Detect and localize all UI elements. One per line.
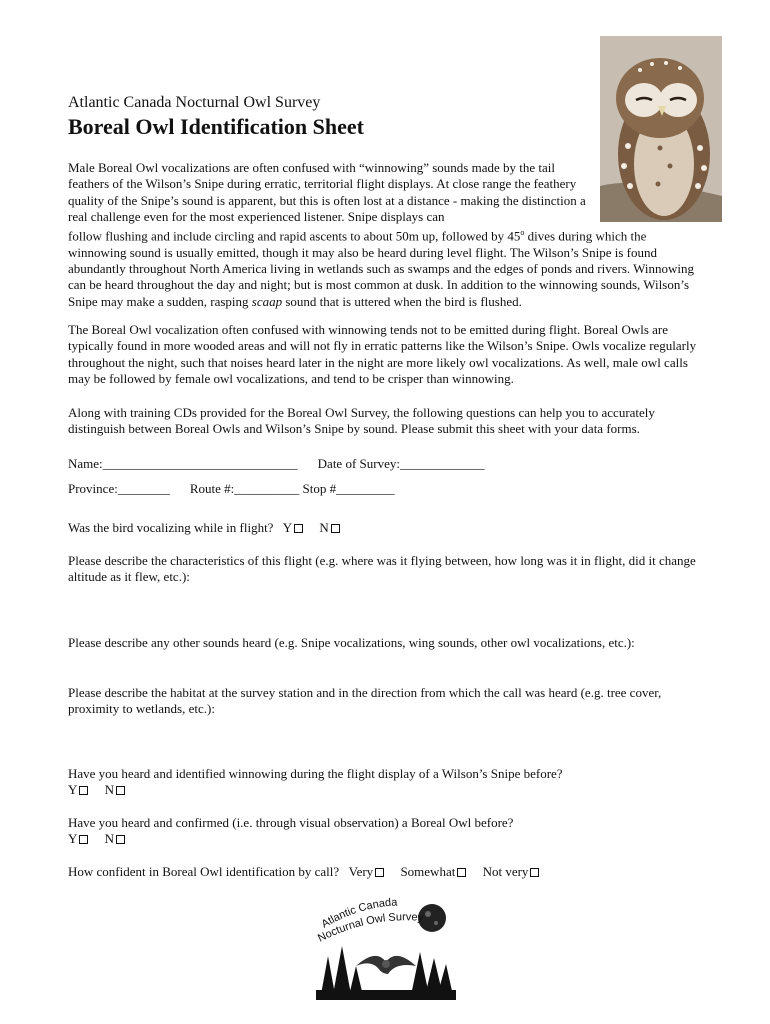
logo-line-2: Nocturnal Owl Survey — [316, 911, 424, 945]
confirmed-owl-question: Have you heard and confirmed (i.e. through visual observation) a Boreal Owl before? — [68, 815, 514, 830]
paragraph-owl: The Boreal Owl vocalization often confused with winnowing tends not to be emitted during flight. Boreal Owls are typically found in more wooded areas and will not fly in erratic patterns like the Wilson’s Snipe. Owls vocalize regularly throughout the night, such that noises heard later in the night are more likely owl vocalizations. As well, male owl calls may be followed by female owl vocalizations, and tend to be crisper than winnowing. — [68, 322, 697, 386]
winnowing-no-label: N — [104, 782, 115, 797]
confidence-somewhat-checkbox[interactable] — [457, 868, 466, 877]
flight-no-label: N — [319, 520, 329, 535]
survey-logo — [316, 896, 456, 1000]
flight-yes-label: Y — [282, 520, 293, 535]
winnowing-no-checkbox[interactable] — [116, 786, 125, 795]
confirmed-yes-checkbox[interactable] — [79, 835, 88, 844]
location-row — [68, 481, 395, 497]
name-field[interactable]: Name:______________________________ — [68, 456, 298, 471]
flight-question: Was the bird vocalizing while in flight? — [68, 520, 274, 535]
scaap-term: scaap — [251, 293, 283, 309]
habitat-question: Please describe the habitat at the survey station and in the direction from which the call was heard (e.g. tree cover, proximity to wetlands, etc.): — [68, 685, 662, 717]
winnowing-yes-label: Y — [68, 782, 78, 797]
confirmed-no-checkbox[interactable] — [116, 835, 125, 844]
route-field[interactable]: Route #:__________ — [189, 481, 300, 496]
flight-question-row — [68, 520, 340, 536]
confidence-not-very-label: Not very — [482, 864, 529, 879]
confidence-very-checkbox[interactable] — [375, 868, 384, 877]
province-field[interactable]: Province:________ — [68, 481, 170, 496]
confidence-not-very-checkbox[interactable] — [530, 868, 539, 877]
paragraph-snipe-part-a: follow flushing and include circling and rapid ascents to about 50m up, followed by 45 — [68, 228, 521, 244]
date-of-survey-field[interactable]: Date of Survey:_____________ — [317, 456, 485, 471]
survey-title: Atlantic Canada Nocturnal Owl Survey — [68, 94, 321, 111]
confidence-question: How confident in Boreal Owl identification by call? — [68, 864, 340, 879]
paragraph-snipe — [68, 160, 708, 310]
name-date-row — [68, 456, 484, 472]
stop-field[interactable]: Stop #_________ — [302, 481, 395, 496]
confirmed-yes-label: Y — [68, 831, 78, 846]
flight-no-checkbox[interactable] — [331, 524, 340, 533]
paragraph-snipe-part-b: dives during which the winnowing sound is usually emitted, though it may also be heard during level flight. The Wilson’s Snipe is found abundantly throughout North America living in wetlands such as swamps and the edges of ponds and rivers. Winnowing can be heard throughout the day and night; but is most common at dusk. In addition to the winnowing sounds, Wilson’s Snipe may make a sudden, rasping — [68, 228, 695, 309]
confidence-very-label: Very — [348, 864, 374, 879]
paragraph-snipe-intro: Male Boreal Owl vocalizations are often confused with “winnowing” sounds made by the tail feathers of the Wilson’s Snipe during erratic, territorial flight displays. At close range the feathery quality of the Snipe’s sound is apparent, but this is often lost at a distance - making the distinction a real challenge even for the most experienced listener. Snipe displays can — [68, 160, 586, 224]
paragraph-snipe-part-c: sound that is uttered when the bird is flushed. — [282, 293, 522, 309]
winnowing-answer-row — [68, 782, 125, 798]
winnowing-question: Have you heard and identified winnowing during the flight display of a Wilson’s Snipe before? — [68, 766, 563, 781]
confirmed-no-label: N — [104, 831, 115, 846]
sheet-title: Boreal Owl Identification Sheet — [68, 114, 364, 139]
logo-artwork — [316, 896, 456, 1000]
winnowing-yes-checkbox[interactable] — [79, 786, 88, 795]
degree-mark: o — [520, 228, 525, 238]
confirmed-owl-answer-row — [68, 831, 125, 847]
paragraph-instructions: Along with training CDs provided for the Boreal Owl Survey, the following questions can help you to accurately distinguish between Boreal Owls and Wilson’s Snipe by sound. Please submit this sheet with your data forms. — [68, 405, 655, 437]
confidence-row — [68, 864, 539, 880]
confidence-somewhat-label: Somewhat — [400, 864, 456, 879]
other-sounds-question: Please describe any other sounds heard (e.g. Snipe vocalizations, wing sounds, other owl vocalizations, etc.): — [68, 635, 635, 650]
flight-description-question: Please describe the characteristics of this flight (e.g. where was it flying between, how long was it in flight, did it change altitude as it flew, etc.): — [68, 553, 696, 585]
logo-line-1: Atlantic Canada — [319, 896, 398, 931]
flight-yes-checkbox[interactable] — [294, 524, 303, 533]
